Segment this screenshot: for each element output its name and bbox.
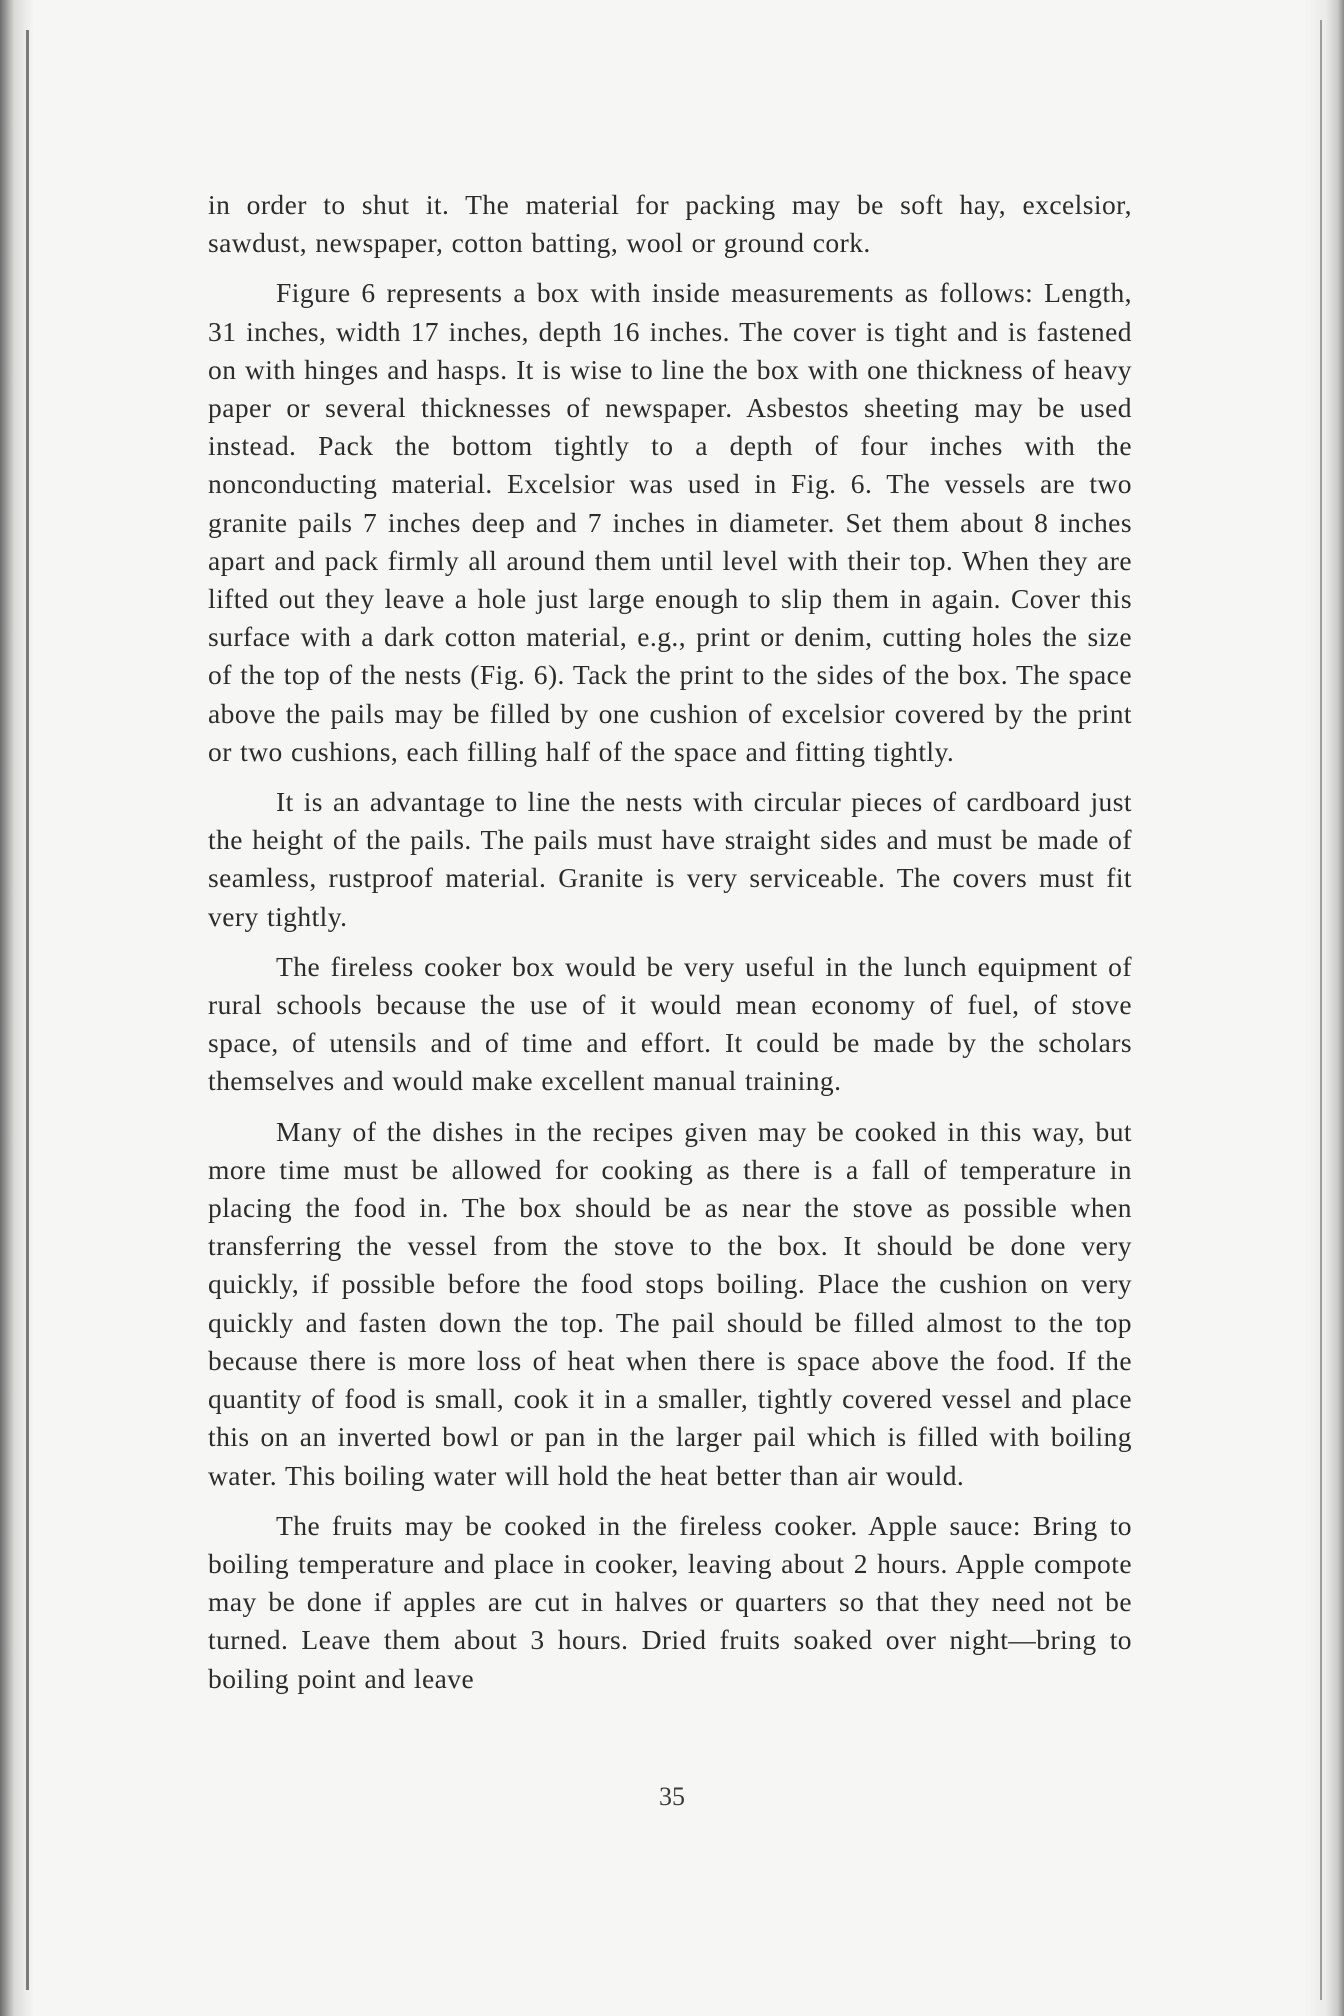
paragraph-rural-schools: The fireless cooker box would be very useful in the lunch equipment of rural schools because the use of it would mean economy of fuel, of stove space, of utensils and of time and effort. It could be made by the scholars themselves and would make excellent manual training. (208, 950, 1132, 1097)
page-edge-shadow (1304, 0, 1344, 2016)
paragraph-cooking-method: Many of the dishes in the recipes given may be cooked in this way, but more time must be allowed for cooking as there is a fall of temperature in placing the food in. The box should be as near the stove as possible when transferring the vessel from the stove to the box. It should be done very quickly, if possible before the food stops boiling. Place the cushion on very quickly and fasten down the top. The pail should be filled almost to the top because there is more loss of heat when there is space above the food. If the quantity of food is small, cook it in a smaller, tightly covered vessel and place this on an inverted bowl or pan in the larger pail which is filled with boiling water. This boiling water will hold the heat better than air would. (208, 1115, 1132, 1491)
paragraph-continuation: in order to shut it. The material for packing may be soft hay, excelsior, sawdust, newspaper, cotton batting, wool or ground cork. (208, 189, 1132, 259)
paragraph-box-description: Figure 6 represents a box with inside measurements as follows: Length, 31 inches, width 17 inches, depth 16 inches. The cover is tight and is fastened on with hinges and hasps. It is wise to line the box with one thickness of heavy paper or several thicknesses of newspaper. Asbestos sheeting may be used instead. Pack the bottom tightly to a depth of four inches with the nonconducting material. Excelsior was used in Fig. 6. The vessels are two granite pails 7 inches deep and 7 inches in diameter. Set them about 8 inches apart and pack firmly all around them until level with their top. When they are lifted out they leave a hole just large enough to slip them in again. Cover this surface with a dark cotton material, e.g., print or denim, cutting holes the size of the top of the nests (Fig. 6). Tack the print to the sides of the box. The space above the pails may be filled by one cushion of excelsior covered by the print or two cushions, each filling half of the space and fitting tightly. (208, 277, 1132, 767)
page-number: 35 (659, 1782, 685, 1811)
body-text (208, 186, 1132, 1710)
paragraph-nest-lining: It is an advantage to line the nests with circular pieces of cardboard just the height of the pails. The pails must have straight sides and must be made of seamless, rustproof material. Granite is very serviceable. The covers must fit very tightly. (208, 786, 1132, 932)
paragraph-fruits: The fruits may be cooked in the fireless cooker. Apple sauce: Bring to boiling temperature and place in cooker, leaving about 2 hours. Apple compote may be done if apples are cut in halves or quarters so that they need not be turned. Leave them about 3 hours. Dried fruits soaked over night—bring to boiling point and leave (208, 1509, 1132, 1694)
binding-edge-line (26, 30, 29, 1990)
page-edge-line (1320, 20, 1322, 2000)
